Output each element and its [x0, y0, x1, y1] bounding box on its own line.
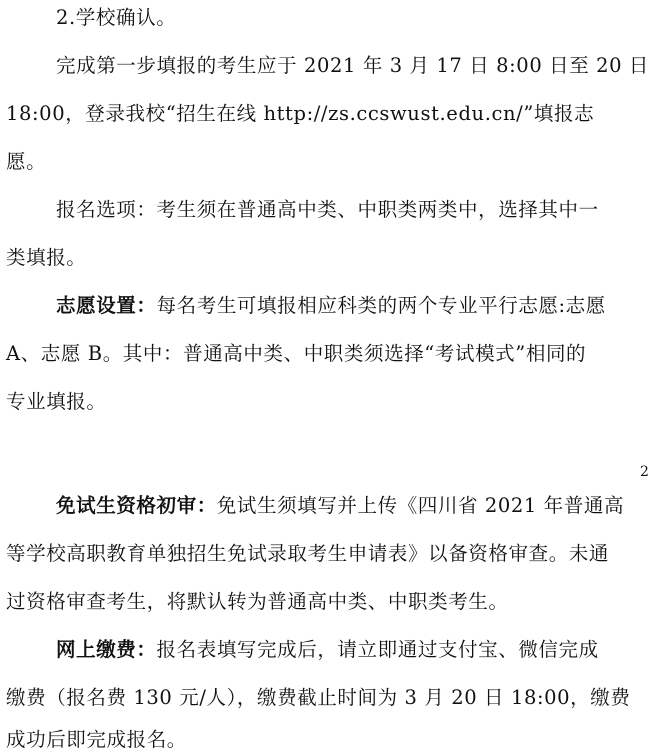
paragraph-4-label: 免试生资格初审： — [56, 494, 217, 517]
paragraph-4-line-3: 过资格审查考生，将默认转为普通高中类、中职类考生。 — [6, 590, 509, 613]
paragraph-1-line-1: 完成第一步填报的考生应于 2021 年 3 月 17 日 8:00 日至 20 日 — [56, 54, 650, 77]
paragraph-4-line-1-text: 免试生须填写并上传《四川省 2021 年普通高 — [216, 494, 625, 517]
paragraph-3-line-1-text: 每名考生可填报相应科类的两个专业平行志愿:志愿 — [156, 294, 606, 317]
paragraph-3-line-1 — [56, 294, 656, 318]
section-heading: 2.学校确认。 — [56, 6, 177, 29]
paragraph-1-line-3: 愿。 — [6, 150, 47, 173]
paragraph-3-label: 志愿设置： — [56, 294, 157, 317]
paragraph-3-line-2: A、志愿 B。其中：普通高中类、中职类须选择“考试模式”相同的 — [6, 342, 587, 365]
paragraph-3-line-3: 专业填报。 — [6, 390, 107, 413]
paragraph-1-line-2: 18:00，登录我校“招生在线 http://zs.ccswust.edu.cn/”填报志 — [6, 102, 595, 125]
paragraph-5-label: 网上缴费： — [56, 638, 157, 661]
paragraph-5-line-1 — [56, 638, 656, 662]
paragraph-5-line-2: 缴费（报名费 130 元/人），缴费截止时间为 3 月 20 日 18:00，缴费 — [6, 686, 631, 709]
paragraph-2-line-1: 报名选项：考生须在普通高中类、中职类两类中，选择其中一 — [56, 198, 599, 221]
paragraph-5-line-1-text: 报名表填写完成后，请立即通过支付宝、微信完成 — [156, 638, 599, 661]
paragraph-5-line-3: 成功后即完成报名。 — [6, 728, 187, 751]
paragraph-4-line-2: 等学校高职教育单独招生免试录取考生申请表》以备资格审查。未通 — [6, 542, 610, 565]
page-number: 2 — [640, 464, 649, 480]
paragraph-4-line-1 — [56, 494, 656, 518]
paragraph-2-line-2: 类填报。 — [6, 246, 87, 269]
